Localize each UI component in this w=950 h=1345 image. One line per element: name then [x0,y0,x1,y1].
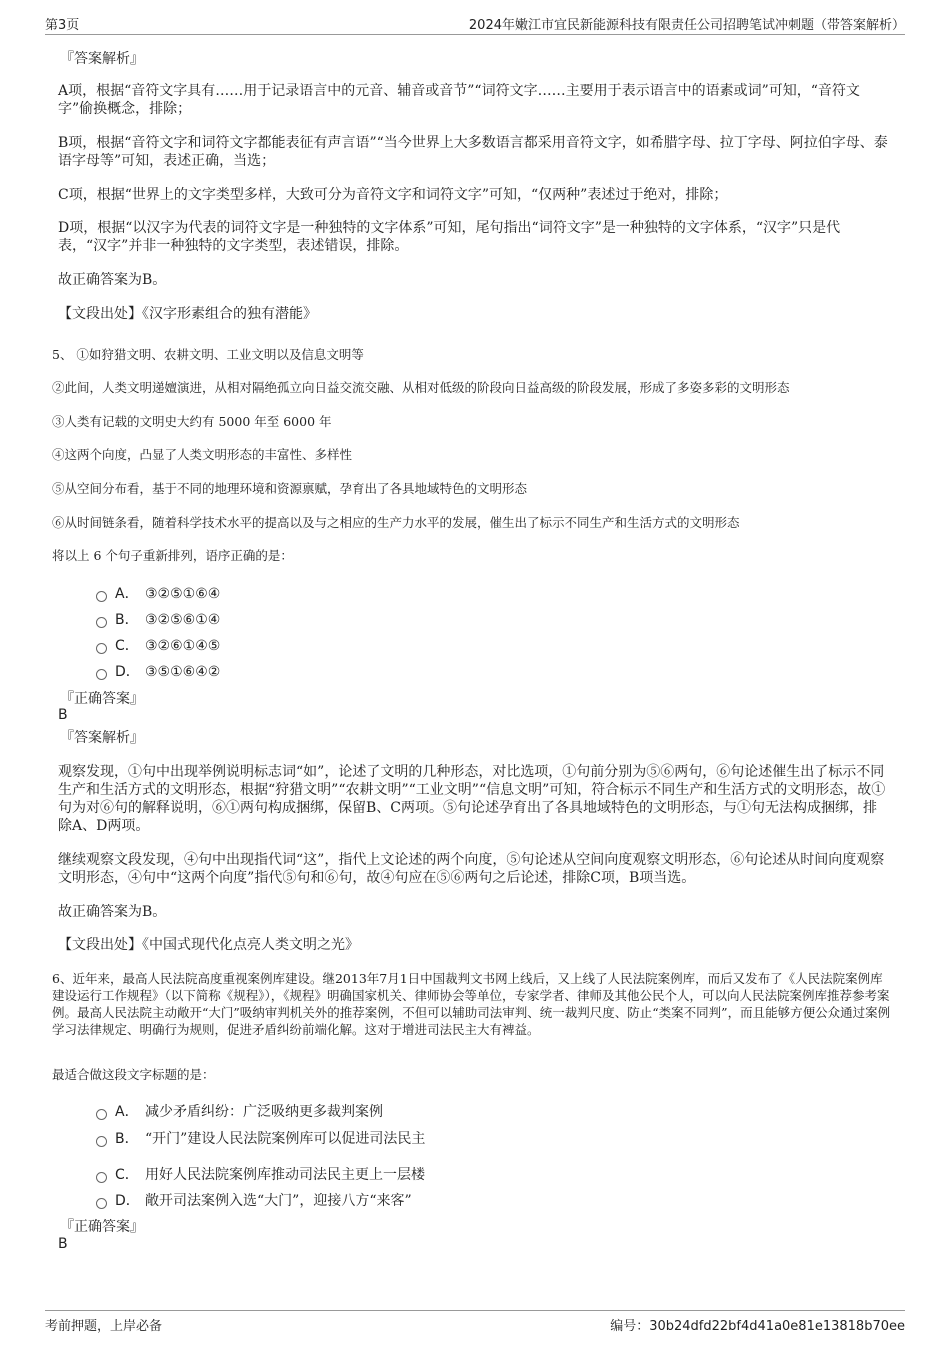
q6-answer: B [58,1236,68,1252]
q6-option-b[interactable]: B． “开门”建设人民法院案例库可以促进司法民主 [96,1128,425,1146]
q5-option-b[interactable]: B． ③②⑤⑥①④ [96,609,220,627]
q5-sentence-1: 5、 ①如狩猎文明、农耕文明、工业文明以及信息文明等 [52,347,364,362]
q5-answer: B [58,707,68,723]
q5-question: 将以上 6 个句子重新排列，语序正确的是： [52,548,293,563]
footer-slogan: 考前押题，上岸必备 [45,1319,163,1334]
radio-icon[interactable] [96,591,107,602]
q5-answer-label: 『正确答案』 [60,691,144,707]
q6-option-a[interactable]: A． 减少矛盾纠纷：广泛吸纳更多裁判案例 [96,1101,383,1119]
q4-source: 【文段出处】《汉字形素组合的独有潜能》 [58,306,317,322]
q5-option-a[interactable]: A． ③②⑤①⑥④ [96,583,220,601]
q5-analysis-label: 『答案解析』 [60,730,144,746]
q5-source: 【文段出处】《中国式现代化点亮人类文明之光》 [58,937,359,953]
q4-analysis-label: 『答案解析』 [60,51,144,67]
q5-sentence-5: ⑤从空间分布看，基于不同的地理环境和资源禀赋，孕育出了各具地域特色的文明形态 [52,481,528,496]
q5-sentence-2: ②此间，人类文明递嬗演进，从相对隔绝孤立向日益交流交融、从相对低级的阶段向日益高级的阶段发展，形成了多姿多彩的文明形态 [52,380,790,395]
radio-icon[interactable] [96,643,107,654]
q4-analysis-a: A项，根据“音符文字具有……用于记录语言中的元音、辅音或音节”“词符文字……主要用于表示语言中的语素或词”可知，“音符文字”偷换概念，排除； [58,83,860,117]
radio-icon[interactable] [96,669,107,680]
q5-sentence-4: ④这两个向度，凸显了人类文明形态的丰富性、多样性 [52,447,353,462]
document-title: 2024年嫩江市宜民新能源科技有限责任公司招聘笔试冲刺题（带答案解析） [468,18,905,33]
q5-analysis-1: 观察发现，①句中出现举例说明标志词“如”，论述了文明的几种形态，对比选项，①句前分别为⑤⑥两句，⑥句论述催生出了标示不同生产和生活方式的文明形态，根据“狩猎文明”“农耕文明”“工业文明”“信息文明”可知，符合标示不同生产和生活方式的文明形态，故①句为对⑥句的解释说明，⑥①两句构成捆绑，保留B、C两项。⑤句论述孕育出了各具地域特色的文明形态，与①句无法构成捆绑，排除A、D两项。 [58,764,886,834]
page-footer [45,1310,905,1337]
q6-stem: 6、近年来，最高人民法院高度重视案例库建设。继2013年7月1日中国裁判文书网上线后，又上线了人民法院案例库，而后又发布了《人民法院案例库建设运行工作规程》（以下简称《规程》），《规程》明确国家机关、律师协会等单位，专家学者、律师及其他公民个人，可以向人民法院案例库推荐参考案例。最高人民法院主动敞开“大门”吸纳审判机关外的推荐案例，不但可以辅助司法审判、统一裁判尺度、防止“类案不同判”，而且能够方便公众通过案例学习法律规定、明确行为规则，促进矛盾纠纷前端化解。这对于增进司法民主大有裨益。 [52,971,891,1037]
radio-icon[interactable] [96,1136,107,1147]
q5-sentence-6: ⑥从时间链条看，随着科学技术水平的提高以及与之相应的生产力水平的发展，催生出了标示不同生产和生活方式的文明形态 [52,515,740,530]
q6-question: 最适合做这段文字标题的是： [52,1067,215,1082]
document-code: 编号：30b24dfd22bf4d41a0e81e13818b70ee [610,1319,905,1334]
q6-option-c[interactable]: C． 用好人民法院案例库推动司法民主更上一层楼 [96,1164,425,1182]
q4-conclusion: 故正确答案为B。 [58,272,167,288]
page-number: 第3页 [45,18,80,33]
page-header [45,12,905,35]
q5-option-d[interactable]: D． ③⑤①⑥④② [96,661,220,679]
q5-sentence-3: ③人类有记载的文明史大约有 5000 年至 6000 年 [52,414,332,429]
q6-answer-label: 『正确答案』 [60,1219,144,1235]
q5-option-c[interactable]: C． ③②⑥①④⑤ [96,635,220,653]
q5-analysis-2: 继续观察文段发现，④句中出现指代词“这”，指代上文论述的两个向度，⑤句论述从空间向度观察文明形态，⑥句论述从时间向度观察文明形态，④句中“这两个向度”指代⑤句和⑥句，故④句应在⑤⑥两句之后论述，排除C项，B项当选。 [58,852,885,886]
q4-analysis-d: D项，根据“以汉字为代表的词符文字是一种独特的文字体系”可知，尾句指出“词符文字”是一种独特的文字体系，“汉字”只是代表，“汉字”并非一种独特的文字类型，表述错误，排除。 [58,220,841,254]
radio-icon[interactable] [96,1172,107,1183]
radio-icon[interactable] [96,1198,107,1209]
q4-analysis-b: B项，根据“音符文字和词符文字都能表征有声言语”“当今世界上大多数语言都采用音符文字，如希腊字母、拉丁字母、阿拉伯字母、泰语字母等”可知，表述正确，当选； [58,135,888,169]
radio-icon[interactable] [96,617,107,628]
q4-analysis-c: C项，根据“世界上的文字类型多样，大致可分为音符文字和词符文字”可知，“仅两种”表述过于绝对，排除； [58,187,728,203]
q5-conclusion: 故正确答案为B。 [58,904,167,920]
radio-icon[interactable] [96,1109,107,1120]
q6-option-d[interactable]: D． 敞开司法案例入选“大门”，迎接八方“来客” [96,1190,412,1208]
